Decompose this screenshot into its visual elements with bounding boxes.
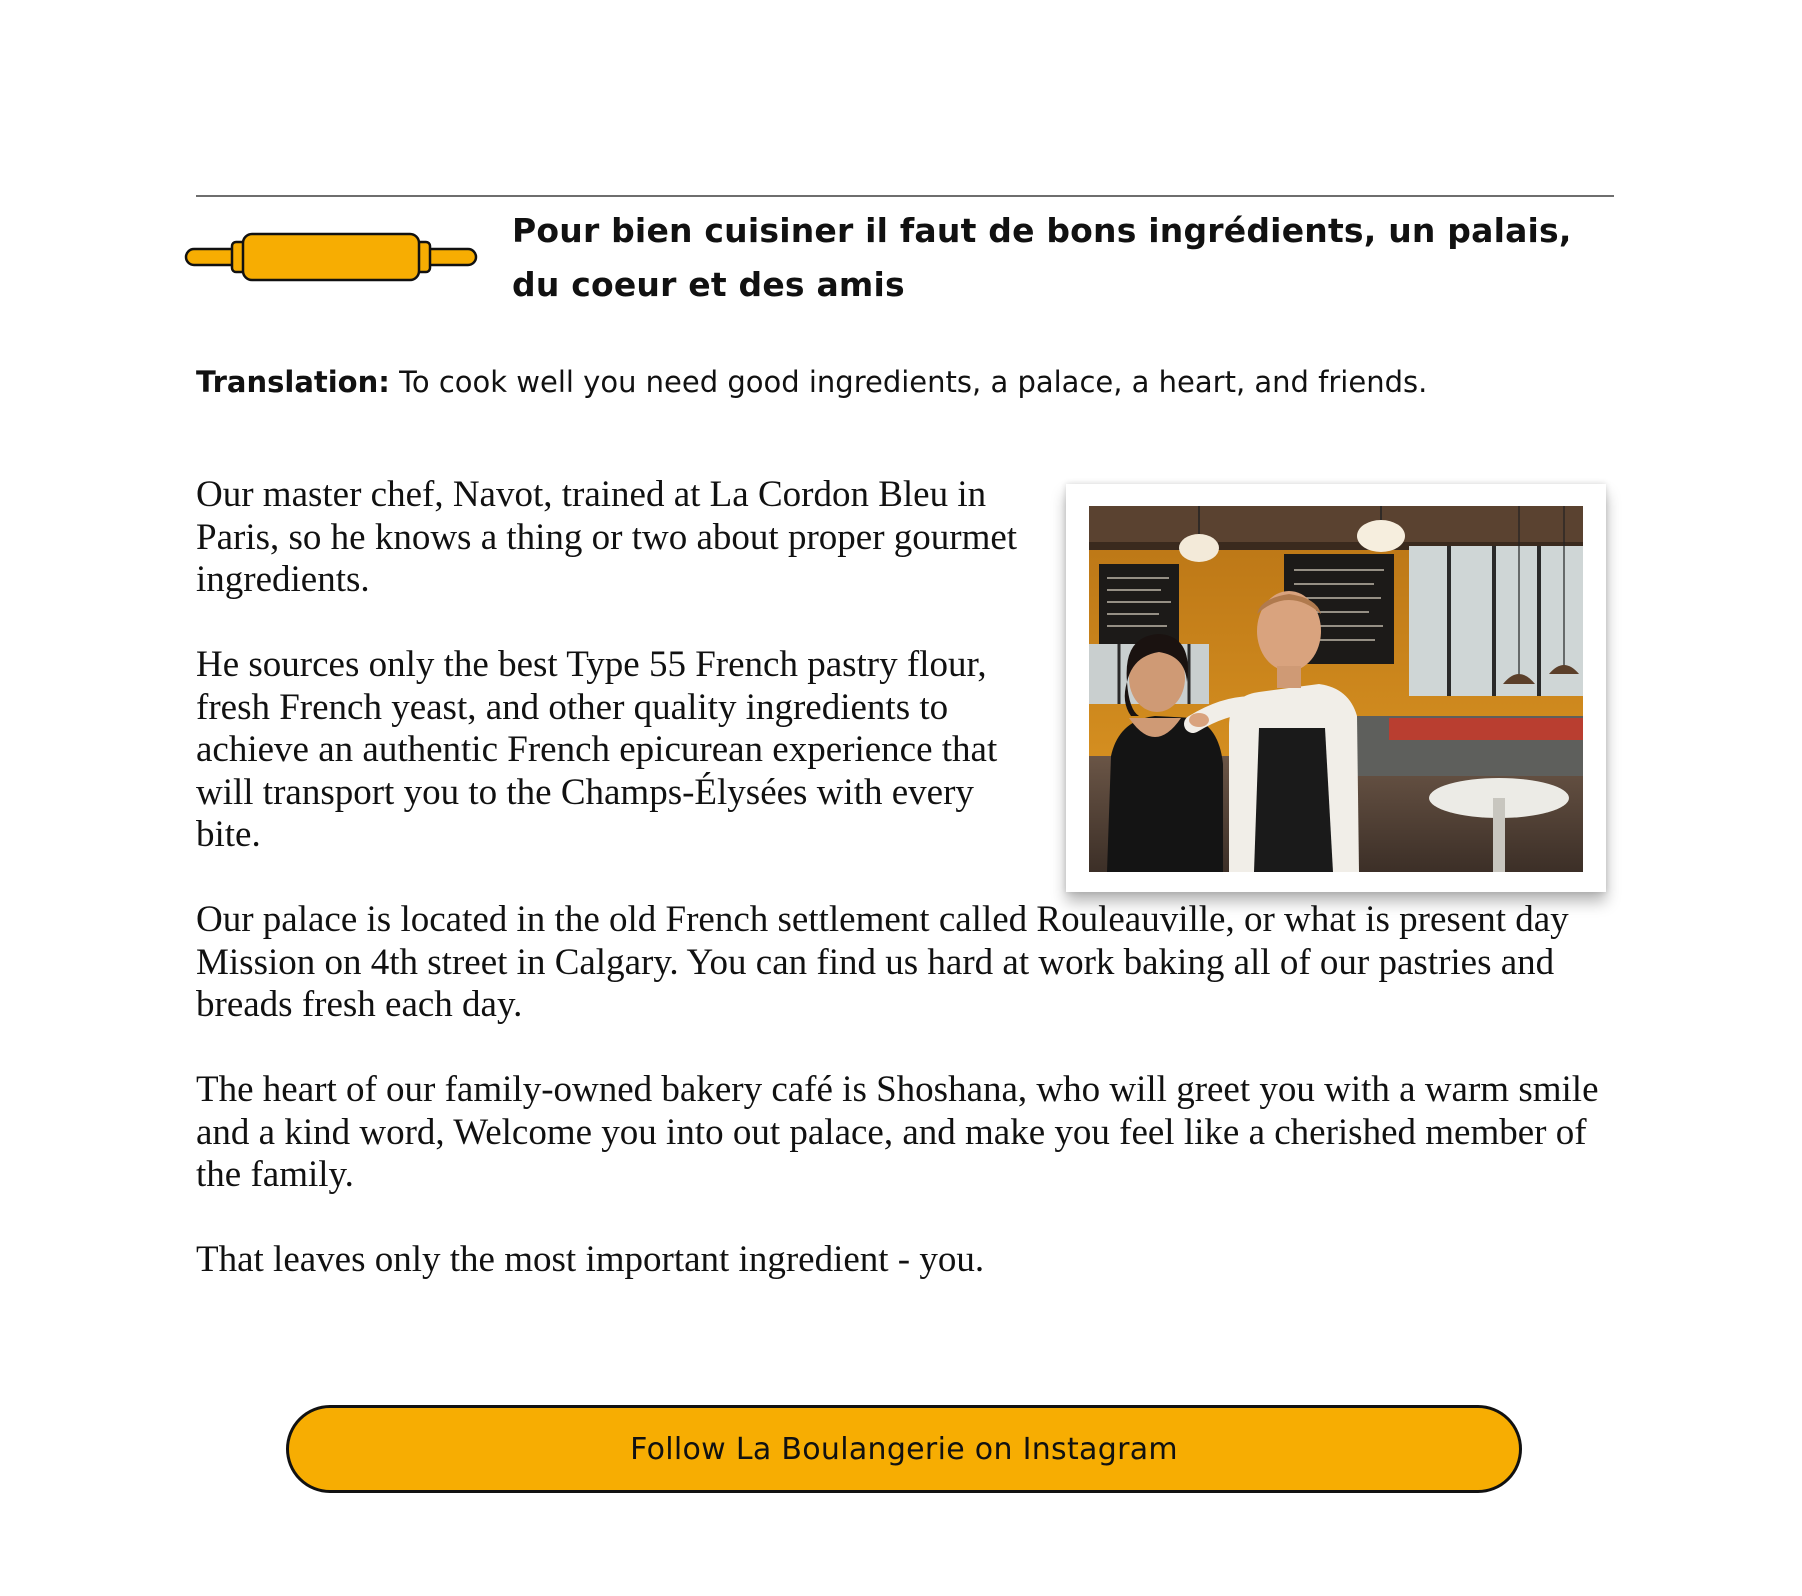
story-section bbox=[196, 474, 1636, 1324]
photo-frame bbox=[1066, 484, 1606, 892]
section-divider bbox=[196, 195, 1614, 197]
story-paragraph-location: Our palace is located in the old French settlement called Rouleauville, or what is present day Mission on 4th street in Calgary. You can find us hard at work baking all of our pastries and breads fresh each day. bbox=[196, 899, 1569, 1025]
quote-line-2: du coeur et des amis bbox=[512, 265, 905, 304]
translation-label: Translation: bbox=[196, 365, 390, 399]
quote-line-1: Pour bien cuisiner il faut de bons ingrédients, un palais, bbox=[512, 211, 1572, 250]
translation-body: To cook well you need good ingredients, a palace, a heart, and friends. bbox=[389, 365, 1428, 399]
french-quote-heading bbox=[512, 204, 1632, 312]
story-paragraph-host: The heart of our family-owned bakery café is Shoshana, who will greet you with a warm smile and a kind word, Welcome you into out palace, and make you feel like a cherished member of the family. bbox=[196, 1069, 1599, 1195]
rolling-pin-icon bbox=[183, 226, 479, 288]
follow-instagram-label: Follow La Boulangerie on Instagram bbox=[630, 1431, 1178, 1467]
story-paragraph-ingredients: He sources only the best Type 55 French pastry flour, fresh French yeast, and other quality ingredients to achieve an authentic French epicurean experience that will transport you to the Champs-Élysées with every bite. bbox=[196, 644, 998, 855]
chef-and-host-photo bbox=[1089, 506, 1583, 872]
story-paragraph-closing: That leaves only the most important ingredient - you. bbox=[196, 1239, 985, 1280]
translation-text bbox=[196, 362, 1636, 402]
follow-instagram-button[interactable] bbox=[286, 1405, 1522, 1493]
story-paragraph-chef: Our master chef, Navot, trained at La Cordon Bleu in Paris, so he knows a thing or two about proper gourmet ingredients. bbox=[196, 474, 1018, 600]
photo-container bbox=[1066, 474, 1636, 899]
